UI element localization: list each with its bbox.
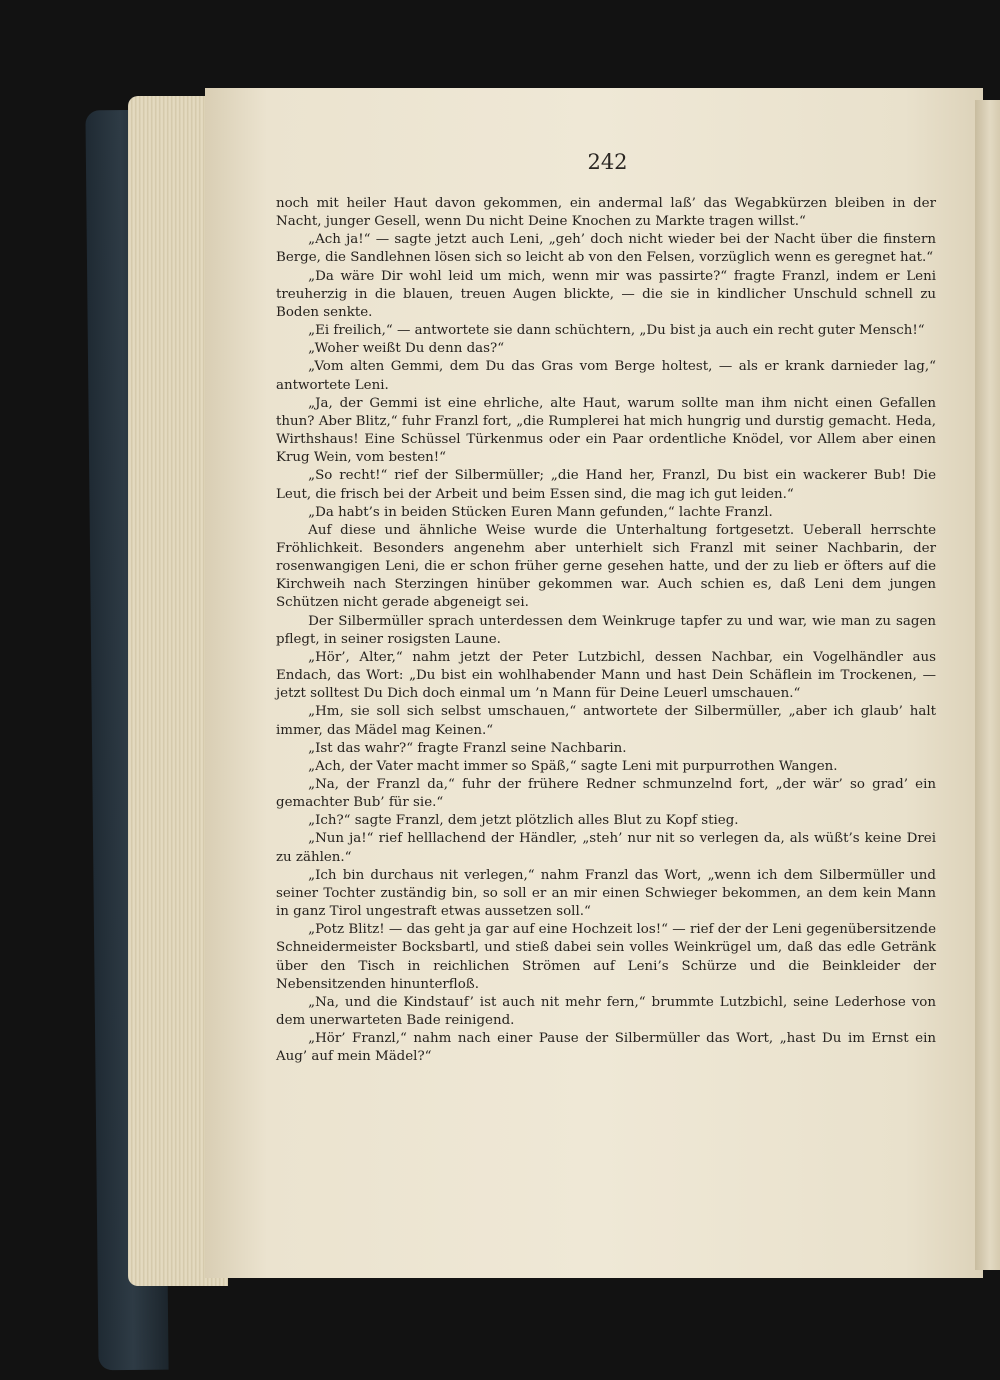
paragraph: Auf diese und ähnliche Weise wurde die Unterhaltung fortgesetzt. Ueberall herrschte Fröhlichkeit. Besonders angenehm aber unterhielt sich Franzl mit seiner Nachbarin, der rosenwangigen Leni, die er schon früher gerne gesehen hatte, und der zu lieb er öfters auf die Kirchweih nach Sterzingen hinüber gekommen war. Auch schien es, daß Leni dem jungen Schützen nicht gerade abgeneigt sei.	[276, 522, 936, 611]
paragraph: „Na, und die Kindstauf’ ist auch nit mehr fern,“ brummte Lutzbichl, seine Lederhose von dem unerwarteten Bade reinigend.	[276, 994, 936, 1029]
paragraph: „Hör’, Alter,“ nahm jetzt der Peter Lutzbichl, dessen Nachbar, ein Vogelhändler aus Endach, das Wort: „Du bist ein wohlhabender Mann und hast Dein Schäflein im Trockenen, — jetzt solltest Du Dich doch einmal um ’n Mann für Deine Leuerl umschauen.“	[276, 649, 936, 702]
paragraph: „Ich bin durchaus nit verlegen,“ nahm Franzl das Wort, „wenn ich dem Silbermüller und seiner Tochter zuständig bin, so soll er an mir einen Schwieger bekommen, an dem kein Mann in ganz Tirol ungestraft etwas aussetzen soll.“	[276, 867, 936, 920]
paragraph: „Ach, der Vater macht immer so Späß,“ sagte Leni mit purpurrothen Wangen.	[308, 758, 838, 774]
facing-page-edge	[975, 100, 1000, 1270]
page-text	[276, 195, 936, 1067]
paragraph: „Ja, der Gemmi ist eine ehrliche, alte Haut, warum sollte man ihm nicht einen Gefallen thun? Aber Blitz,“ fuhr Franzl fort, „die Rumplerei hat mich hungrig und durstig gemacht. Heda, Wirthshaus! Eine Schüssel Türkenmus oder ein Paar ordentliche Knödel, vor Allem aber einen Krug Wein, vom besten!“	[276, 395, 936, 466]
paragraph: „Vom alten Gemmi, dem Du das Gras vom Berge holtest, — als er krank darnieder lag,“ antwortete Leni.	[276, 359, 936, 393]
paragraph: „Hm, sie soll sich selbst umschauen,“ antwortete der Silbermüller, „aber ich glaub’ halt immer, das Mädel mag Keinen.“	[276, 704, 936, 738]
paragraph: „Woher weißt Du denn das?“	[308, 341, 505, 357]
paragraph: „So recht!“ rief der Silbermüller; „die Hand her, Franzl, Du bist ein wackerer Bub! Die Leut, die frisch bei der Arbeit und beim Essen sind, die mag ich gut leiden.“	[276, 468, 936, 502]
paragraph: „Potz Blitz! — das geht ja gar auf eine Hochzeit los!“ — rief der der Leni gegenübersitzende Schneidermeister Bocksbartl, und stieß dabei sein volles Weinkrügel um, daß das edle Getränk über den Tisch in reichlichen Strömen auf Leni’s Schürze und die Beinkleider der Nebensitzenden hinunterfloß.	[276, 922, 936, 992]
paragraph: Der Silbermüller sprach unterdessen dem Weinkruge tapfer zu und war, wie man zu sagen pflegt, in seiner rosigsten Laune.	[276, 613, 936, 647]
paragraph: „Da wäre Dir wohl leid um mich, wenn mir was passirte?“ fragte Franzl, indem er Leni treuherzig in die blauen, treuen Augen blickte, — die sie in kindlicher Unschuld schnell zu Boden senkte.	[276, 268, 936, 320]
paragraph: „Ach ja!“ — sagte jetzt auch Leni, „geh’ doch nicht wieder bei der Nacht über die finstern Berge, die Sandlehnen lösen sich so leicht ab von den Felsen, vorzüglich wenn es geregnet hat.“	[276, 232, 936, 266]
paragraph: „Nun ja!“ rief helllachend der Händler, „steh’ nur nit so verlegen da, als wüßt’s keine Drei zu zählen.“	[276, 831, 936, 865]
paragraph: „Ich?“ sagte Franzl, dem jetzt plötzlich alles Blut zu Kopf stieg.	[308, 813, 739, 829]
paragraph: „Ei freilich,“ — antwortete sie dann schüchtern, „Du bist ja auch ein recht guter Mensch!“	[308, 323, 925, 339]
page-number: 242	[587, 150, 628, 174]
paragraph: „Na, der Franzl da,“ fuhr der frühere Redner schmunzelnd fort, „der wär’ so grad’ ein gemachter Bub’ für sie.“	[276, 777, 936, 811]
paragraph: noch mit heiler Haut davon gekommen, ein andermal laß’ das Wegabkürzen bleiben in der Nacht, junger Gesell, wenn Du nicht Deine Knochen zu Markte tragen willst.“	[276, 196, 936, 230]
paragraph: „Da habt’s in beiden Stücken Euren Mann gefunden,“ lachte Franzl.	[308, 504, 773, 520]
paragraph: „Ist das wahr?“ fragte Franzl seine Nachbarin.	[308, 740, 627, 756]
paragraph: „Hör’ Franzl,“ nahm nach einer Pause der Silbermüller das Wort, „hast Du im Ernst ein Aug’ auf mein Mädel?“	[276, 1031, 936, 1065]
